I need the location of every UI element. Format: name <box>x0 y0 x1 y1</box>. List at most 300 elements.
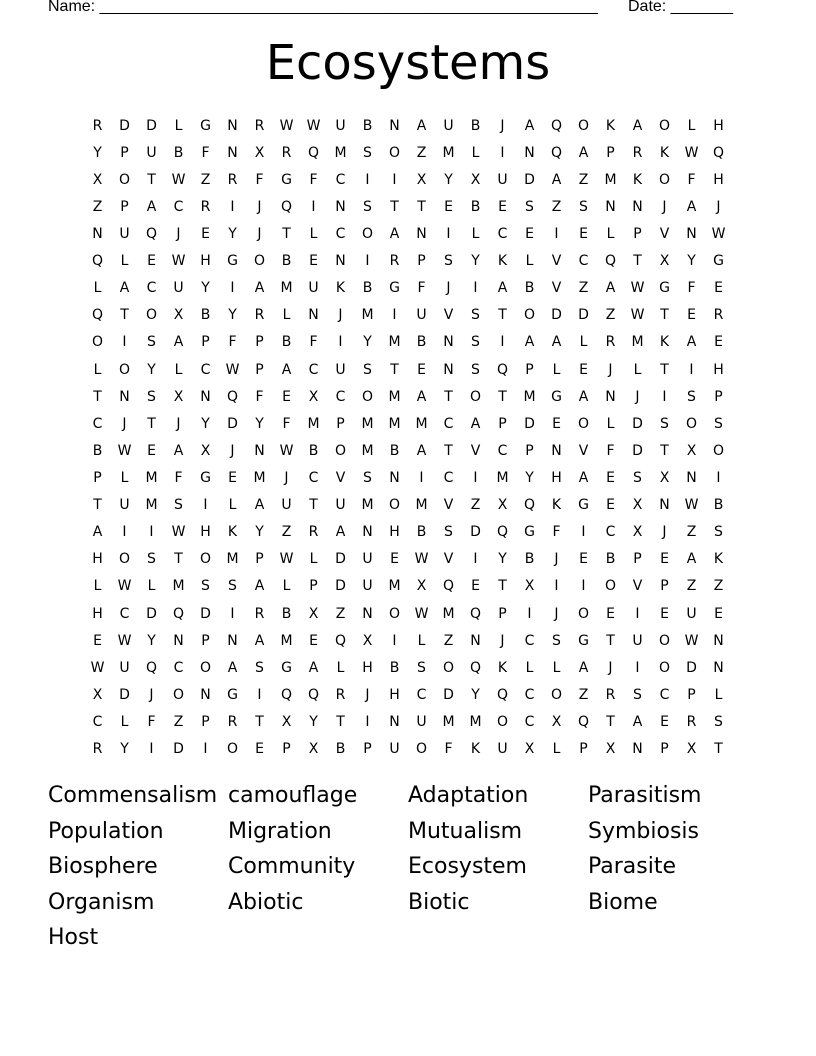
grid-cell[interactable]: E <box>714 334 723 351</box>
grid-cell[interactable]: Z <box>551 198 562 215</box>
grid-cell[interactable]: T <box>606 632 615 649</box>
grid-cell[interactable]: X <box>686 442 697 459</box>
grid-cell[interactable]: N <box>632 741 643 758</box>
grid-cell[interactable]: Q <box>577 713 590 730</box>
grid-cell[interactable]: K <box>497 659 508 676</box>
grid-cell[interactable]: A <box>119 280 130 297</box>
grid-cell[interactable]: E <box>444 198 453 215</box>
grid-cell[interactable]: I <box>149 741 154 758</box>
grid-cell[interactable]: E <box>660 605 669 622</box>
grid-cell[interactable]: J <box>635 388 640 405</box>
grid-cell[interactable]: T <box>444 442 453 459</box>
grid-cell[interactable]: Y <box>525 469 534 486</box>
grid-cell[interactable]: Z <box>686 578 697 595</box>
grid-cell[interactable]: C <box>335 388 346 405</box>
grid-cell[interactable]: P <box>255 361 264 378</box>
grid-cell[interactable]: U <box>146 144 157 161</box>
grid-cell[interactable]: L <box>282 578 291 595</box>
grid-cell[interactable]: A <box>632 117 643 134</box>
grid-cell[interactable]: C <box>524 686 535 703</box>
grid-cell[interactable]: J <box>662 198 667 215</box>
grid-cell[interactable]: F <box>606 442 615 459</box>
grid-cell[interactable]: L <box>417 632 426 649</box>
grid-cell[interactable]: M <box>334 144 347 161</box>
grid-cell[interactable]: I <box>554 578 559 595</box>
grid-cell[interactable]: N <box>254 442 265 459</box>
grid-cell[interactable]: Y <box>444 171 453 188</box>
grid-cell[interactable]: O <box>118 551 131 568</box>
grid-cell[interactable]: N <box>443 334 454 351</box>
grid-cell[interactable]: P <box>579 741 588 758</box>
grid-cell[interactable]: K <box>227 524 238 541</box>
grid-cell[interactable]: O <box>658 659 671 676</box>
grid-cell[interactable]: G <box>281 171 292 188</box>
grid-cell[interactable]: P <box>309 578 318 595</box>
grid-cell[interactable]: V <box>578 442 589 459</box>
grid-cell[interactable]: Y <box>147 632 156 649</box>
grid-cell[interactable]: S <box>471 361 480 378</box>
grid-cell[interactable]: C <box>524 632 535 649</box>
grid-cell[interactable]: F <box>228 334 237 351</box>
grid-cell[interactable]: A <box>335 524 346 541</box>
grid-cell[interactable]: F <box>309 171 318 188</box>
grid-cell[interactable]: A <box>173 442 184 459</box>
grid-cell[interactable]: N <box>605 198 616 215</box>
grid-cell[interactable]: Q <box>280 198 293 215</box>
grid-cell[interactable]: S <box>363 144 372 161</box>
grid-cell[interactable]: G <box>281 659 292 676</box>
grid-cell[interactable]: R <box>389 253 400 270</box>
grid-cell[interactable]: S <box>633 469 642 486</box>
grid-cell[interactable]: Q <box>469 659 482 676</box>
grid-cell[interactable]: U <box>335 361 346 378</box>
grid-cell[interactable]: J <box>176 415 181 432</box>
grid-cell[interactable]: Z <box>281 524 292 541</box>
grid-cell[interactable]: N <box>389 469 400 486</box>
grid-cell[interactable]: Y <box>147 361 156 378</box>
grid-cell[interactable]: V <box>443 551 454 568</box>
grid-cell[interactable]: O <box>712 442 725 459</box>
grid-cell[interactable]: I <box>500 334 505 351</box>
grid-cell[interactable]: Z <box>578 171 589 188</box>
grid-cell[interactable]: P <box>633 551 642 568</box>
grid-cell[interactable]: O <box>118 171 131 188</box>
grid-cell[interactable]: J <box>500 117 505 134</box>
grid-cell[interactable]: G <box>524 524 535 541</box>
grid-cell[interactable]: X <box>173 307 184 324</box>
grid-cell[interactable]: Z <box>470 497 481 514</box>
grid-cell[interactable]: R <box>281 144 292 161</box>
grid-cell[interactable]: M <box>496 469 509 486</box>
grid-cell[interactable]: R <box>713 307 724 324</box>
grid-cell[interactable]: X <box>524 578 535 595</box>
grid-cell[interactable]: J <box>176 225 181 242</box>
grid-cell[interactable]: L <box>282 307 291 324</box>
grid-cell[interactable]: B <box>389 659 400 676</box>
grid-cell[interactable]: C <box>200 361 211 378</box>
grid-cell[interactable]: A <box>254 497 265 514</box>
grid-cell[interactable]: H <box>200 524 211 541</box>
grid-cell[interactable]: Q <box>91 253 104 270</box>
grid-cell[interactable]: M <box>253 469 266 486</box>
grid-cell[interactable]: S <box>417 659 426 676</box>
grid-cell[interactable]: N <box>200 388 211 405</box>
grid-cell[interactable]: U <box>173 280 184 297</box>
grid-cell[interactable]: N <box>92 225 103 242</box>
grid-cell[interactable]: M <box>631 334 644 351</box>
grid-cell[interactable]: C <box>605 524 616 541</box>
grid-cell[interactable]: M <box>442 144 455 161</box>
grid-cell[interactable]: L <box>93 361 102 378</box>
grid-cell[interactable]: T <box>309 497 318 514</box>
grid-cell[interactable]: Y <box>93 144 102 161</box>
grid-cell[interactable]: W <box>117 632 132 649</box>
grid-cell[interactable]: D <box>686 659 697 676</box>
grid-cell[interactable]: P <box>660 578 669 595</box>
grid-cell[interactable]: W <box>684 497 699 514</box>
grid-cell[interactable]: H <box>389 686 400 703</box>
grid-cell[interactable]: J <box>608 659 613 676</box>
grid-cell[interactable]: N <box>686 225 697 242</box>
grid-cell[interactable]: A <box>551 334 562 351</box>
grid-cell[interactable]: K <box>551 497 562 514</box>
grid-cell[interactable]: N <box>362 605 373 622</box>
grid-cell[interactable]: V <box>470 442 481 459</box>
grid-cell[interactable]: E <box>498 198 507 215</box>
grid-cell[interactable]: G <box>551 388 562 405</box>
grid-cell[interactable]: W <box>225 361 240 378</box>
grid-cell[interactable]: X <box>254 144 265 161</box>
grid-cell[interactable]: U <box>497 741 508 758</box>
grid-cell[interactable]: D <box>551 307 562 324</box>
grid-cell[interactable]: O <box>496 713 509 730</box>
grid-cell[interactable]: G <box>578 497 589 514</box>
grid-cell[interactable]: W <box>171 171 186 188</box>
grid-cell[interactable]: O <box>523 307 536 324</box>
grid-cell[interactable]: I <box>446 225 451 242</box>
grid-cell[interactable]: Q <box>334 632 347 649</box>
grid-cell[interactable]: N <box>632 198 643 215</box>
grid-cell[interactable]: U <box>416 307 427 324</box>
grid-cell[interactable]: I <box>500 144 505 161</box>
grid-cell[interactable]: U <box>686 605 697 622</box>
grid-cell[interactable]: F <box>444 741 453 758</box>
grid-cell[interactable]: X <box>281 713 292 730</box>
grid-cell[interactable]: E <box>714 605 723 622</box>
grid-cell[interactable]: L <box>552 361 561 378</box>
grid-cell[interactable]: M <box>361 307 374 324</box>
grid-cell[interactable]: Z <box>92 198 103 215</box>
grid-cell[interactable]: C <box>578 253 589 270</box>
grid-cell[interactable]: S <box>633 686 642 703</box>
grid-cell[interactable]: N <box>362 524 373 541</box>
grid-cell[interactable]: P <box>363 741 372 758</box>
grid-cell[interactable]: X <box>632 497 643 514</box>
grid-cell[interactable]: I <box>527 605 532 622</box>
grid-cell[interactable]: O <box>577 605 590 622</box>
grid-cell[interactable]: C <box>335 171 346 188</box>
grid-cell[interactable]: Y <box>687 253 696 270</box>
grid-cell[interactable]: T <box>660 361 669 378</box>
grid-cell[interactable]: A <box>686 198 697 215</box>
grid-cell[interactable]: R <box>605 334 616 351</box>
grid-cell[interactable]: R <box>227 171 238 188</box>
grid-cell[interactable]: Y <box>255 415 264 432</box>
grid-cell[interactable]: S <box>714 713 723 730</box>
grid-cell[interactable]: N <box>227 632 238 649</box>
grid-cell[interactable]: N <box>686 469 697 486</box>
grid-cell[interactable]: H <box>713 117 724 134</box>
grid-cell[interactable]: L <box>552 741 561 758</box>
grid-cell[interactable]: N <box>335 198 346 215</box>
grid-cell[interactable]: N <box>119 388 130 405</box>
grid-cell[interactable]: S <box>714 524 723 541</box>
grid-cell[interactable]: B <box>173 144 184 161</box>
grid-cell[interactable]: D <box>119 117 130 134</box>
grid-cell[interactable]: H <box>713 361 724 378</box>
grid-cell[interactable]: I <box>581 524 586 541</box>
grid-cell[interactable]: U <box>362 551 373 568</box>
grid-cell[interactable]: I <box>689 361 694 378</box>
grid-cell[interactable]: M <box>388 415 401 432</box>
grid-cell[interactable]: U <box>335 497 346 514</box>
grid-cell[interactable]: L <box>633 361 642 378</box>
grid-cell[interactable]: K <box>713 551 724 568</box>
grid-cell[interactable]: F <box>255 171 264 188</box>
grid-cell[interactable]: Z <box>200 171 211 188</box>
grid-cell[interactable]: E <box>282 388 291 405</box>
grid-cell[interactable]: N <box>389 117 400 134</box>
grid-cell[interactable]: F <box>687 280 696 297</box>
grid-cell[interactable]: O <box>199 551 212 568</box>
grid-cell[interactable]: T <box>174 551 183 568</box>
grid-cell[interactable]: M <box>145 469 158 486</box>
grid-cell[interactable]: M <box>442 713 455 730</box>
grid-cell[interactable]: A <box>254 632 265 649</box>
grid-cell[interactable]: S <box>255 659 264 676</box>
grid-cell[interactable]: S <box>687 388 696 405</box>
grid-cell[interactable]: Y <box>201 415 210 432</box>
grid-cell[interactable]: P <box>255 551 264 568</box>
grid-cell[interactable]: L <box>228 497 237 514</box>
grid-cell[interactable]: Z <box>416 144 427 161</box>
grid-cell[interactable]: W <box>414 605 429 622</box>
grid-cell[interactable]: Q <box>550 117 563 134</box>
grid-cell[interactable]: O <box>658 171 671 188</box>
grid-cell[interactable]: M <box>361 497 374 514</box>
grid-cell[interactable]: U <box>119 659 130 676</box>
grid-cell[interactable]: Q <box>91 307 104 324</box>
grid-cell[interactable]: P <box>120 144 129 161</box>
grid-cell[interactable]: A <box>254 280 265 297</box>
grid-cell[interactable]: Z <box>578 280 589 297</box>
grid-cell[interactable]: N <box>524 144 535 161</box>
grid-cell[interactable]: E <box>579 225 588 242</box>
grid-cell[interactable]: I <box>473 280 478 297</box>
grid-cell[interactable]: P <box>498 605 507 622</box>
grid-cell[interactable]: E <box>579 361 588 378</box>
grid-cell[interactable]: N <box>659 497 670 514</box>
grid-cell[interactable]: S <box>579 198 588 215</box>
grid-cell[interactable]: Q <box>226 388 239 405</box>
grid-cell[interactable]: N <box>200 686 211 703</box>
grid-cell[interactable]: Z <box>173 713 184 730</box>
grid-cell[interactable]: C <box>308 361 319 378</box>
grid-cell[interactable]: N <box>308 307 319 324</box>
grid-cell[interactable]: H <box>92 551 103 568</box>
grid-cell[interactable]: C <box>659 686 670 703</box>
grid-cell[interactable]: M <box>145 497 158 514</box>
grid-cell[interactable]: W <box>414 551 429 568</box>
grid-cell[interactable]: O <box>199 659 212 676</box>
grid-cell[interactable]: S <box>525 198 534 215</box>
grid-cell[interactable]: K <box>659 334 670 351</box>
grid-cell[interactable]: K <box>632 171 643 188</box>
grid-cell[interactable]: J <box>608 361 613 378</box>
grid-cell[interactable]: B <box>389 442 400 459</box>
grid-cell[interactable]: P <box>93 469 102 486</box>
grid-cell[interactable]: U <box>362 578 373 595</box>
grid-cell[interactable]: I <box>230 198 235 215</box>
grid-cell[interactable]: T <box>660 307 669 324</box>
grid-cell[interactable]: Y <box>498 551 507 568</box>
grid-cell[interactable]: A <box>524 117 535 134</box>
grid-cell[interactable]: W <box>684 632 699 649</box>
grid-cell[interactable]: I <box>716 469 721 486</box>
grid-cell[interactable]: Q <box>145 659 158 676</box>
grid-cell[interactable]: O <box>577 415 590 432</box>
grid-cell[interactable]: Q <box>469 605 482 622</box>
grid-cell[interactable]: M <box>415 497 428 514</box>
grid-cell[interactable]: D <box>146 117 157 134</box>
grid-cell[interactable]: T <box>282 225 291 242</box>
grid-cell[interactable]: C <box>497 442 508 459</box>
grid-cell[interactable]: A <box>632 713 643 730</box>
grid-cell[interactable]: O <box>226 741 239 758</box>
date-field[interactable]: Date: _______ <box>628 0 733 15</box>
grid-cell[interactable]: F <box>147 713 156 730</box>
grid-cell[interactable]: M <box>469 713 482 730</box>
grid-cell[interactable]: R <box>200 198 211 215</box>
grid-cell[interactable]: D <box>119 686 130 703</box>
grid-cell[interactable]: O <box>145 307 158 324</box>
grid-cell[interactable]: Q <box>712 144 725 161</box>
grid-cell[interactable]: X <box>92 171 103 188</box>
grid-cell[interactable]: C <box>92 713 103 730</box>
grid-cell[interactable]: S <box>552 632 561 649</box>
grid-cell[interactable]: D <box>632 415 643 432</box>
grid-cell[interactable]: Z <box>686 524 697 541</box>
grid-cell[interactable]: I <box>257 686 262 703</box>
grid-cell[interactable]: H <box>551 469 562 486</box>
grid-cell[interactable]: R <box>632 144 643 161</box>
grid-cell[interactable]: A <box>389 225 400 242</box>
grid-cell[interactable]: R <box>335 686 346 703</box>
grid-cell[interactable]: T <box>336 713 345 730</box>
grid-cell[interactable]: G <box>659 280 670 297</box>
grid-cell[interactable]: A <box>524 334 535 351</box>
grid-cell[interactable]: Q <box>604 253 617 270</box>
grid-cell[interactable]: D <box>524 415 535 432</box>
grid-cell[interactable]: S <box>228 578 237 595</box>
grid-cell[interactable]: I <box>419 469 424 486</box>
grid-cell[interactable]: T <box>498 307 507 324</box>
grid-cell[interactable]: B <box>416 524 427 541</box>
grid-cell[interactable]: E <box>390 551 399 568</box>
grid-cell[interactable]: L <box>120 253 129 270</box>
grid-cell[interactable]: T <box>444 388 453 405</box>
grid-cell[interactable]: W <box>306 117 321 134</box>
grid-cell[interactable]: Q <box>496 524 509 541</box>
grid-cell[interactable]: O <box>442 659 455 676</box>
grid-cell[interactable]: S <box>444 524 453 541</box>
grid-cell[interactable]: E <box>606 469 615 486</box>
grid-cell[interactable]: Y <box>471 253 480 270</box>
grid-cell[interactable]: B <box>281 253 292 270</box>
grid-cell[interactable]: Q <box>307 144 320 161</box>
grid-cell[interactable]: N <box>470 632 481 649</box>
grid-cell[interactable]: B <box>92 442 103 459</box>
grid-cell[interactable]: S <box>363 469 372 486</box>
grid-cell[interactable]: K <box>335 280 346 297</box>
grid-cell[interactable]: U <box>389 741 400 758</box>
grid-cell[interactable]: S <box>174 497 183 514</box>
grid-cell[interactable]: A <box>308 659 319 676</box>
grid-cell[interactable]: S <box>471 334 480 351</box>
grid-cell[interactable]: X <box>470 171 481 188</box>
grid-cell[interactable]: C <box>92 415 103 432</box>
grid-cell[interactable]: Q <box>172 605 185 622</box>
grid-cell[interactable]: R <box>605 686 616 703</box>
grid-cell[interactable]: F <box>417 280 426 297</box>
grid-cell[interactable]: O <box>469 388 482 405</box>
grid-cell[interactable]: I <box>635 605 640 622</box>
grid-cell[interactable]: M <box>388 578 401 595</box>
grid-cell[interactable]: I <box>365 713 370 730</box>
grid-cell[interactable]: I <box>473 469 478 486</box>
grid-cell[interactable]: C <box>119 605 130 622</box>
grid-cell[interactable]: L <box>309 551 318 568</box>
grid-cell[interactable]: J <box>122 415 127 432</box>
grid-cell[interactable]: L <box>336 659 345 676</box>
grid-cell[interactable]: R <box>254 307 265 324</box>
grid-cell[interactable]: Z <box>605 307 616 324</box>
grid-cell[interactable]: Q <box>307 686 320 703</box>
grid-cell[interactable]: Z <box>713 578 724 595</box>
grid-cell[interactable]: N <box>335 253 346 270</box>
grid-cell[interactable]: X <box>362 632 373 649</box>
grid-cell[interactable]: I <box>122 524 127 541</box>
grid-cell[interactable]: L <box>579 334 588 351</box>
grid-cell[interactable]: G <box>389 280 400 297</box>
grid-cell[interactable]: O <box>253 253 266 270</box>
grid-cell[interactable]: E <box>471 578 480 595</box>
grid-cell[interactable]: T <box>147 171 156 188</box>
grid-cell[interactable]: A <box>578 144 589 161</box>
grid-cell[interactable]: E <box>606 497 615 514</box>
grid-cell[interactable]: G <box>227 253 238 270</box>
grid-cell[interactable]: Q <box>523 497 536 514</box>
grid-cell[interactable]: H <box>362 659 373 676</box>
grid-cell[interactable]: W <box>117 442 132 459</box>
grid-cell[interactable]: X <box>416 578 427 595</box>
grid-cell[interactable]: O <box>604 578 617 595</box>
grid-cell[interactable]: V <box>632 578 643 595</box>
grid-cell[interactable]: U <box>119 225 130 242</box>
grid-cell[interactable]: Y <box>255 524 264 541</box>
grid-cell[interactable]: U <box>497 171 508 188</box>
grid-cell[interactable]: D <box>335 551 346 568</box>
